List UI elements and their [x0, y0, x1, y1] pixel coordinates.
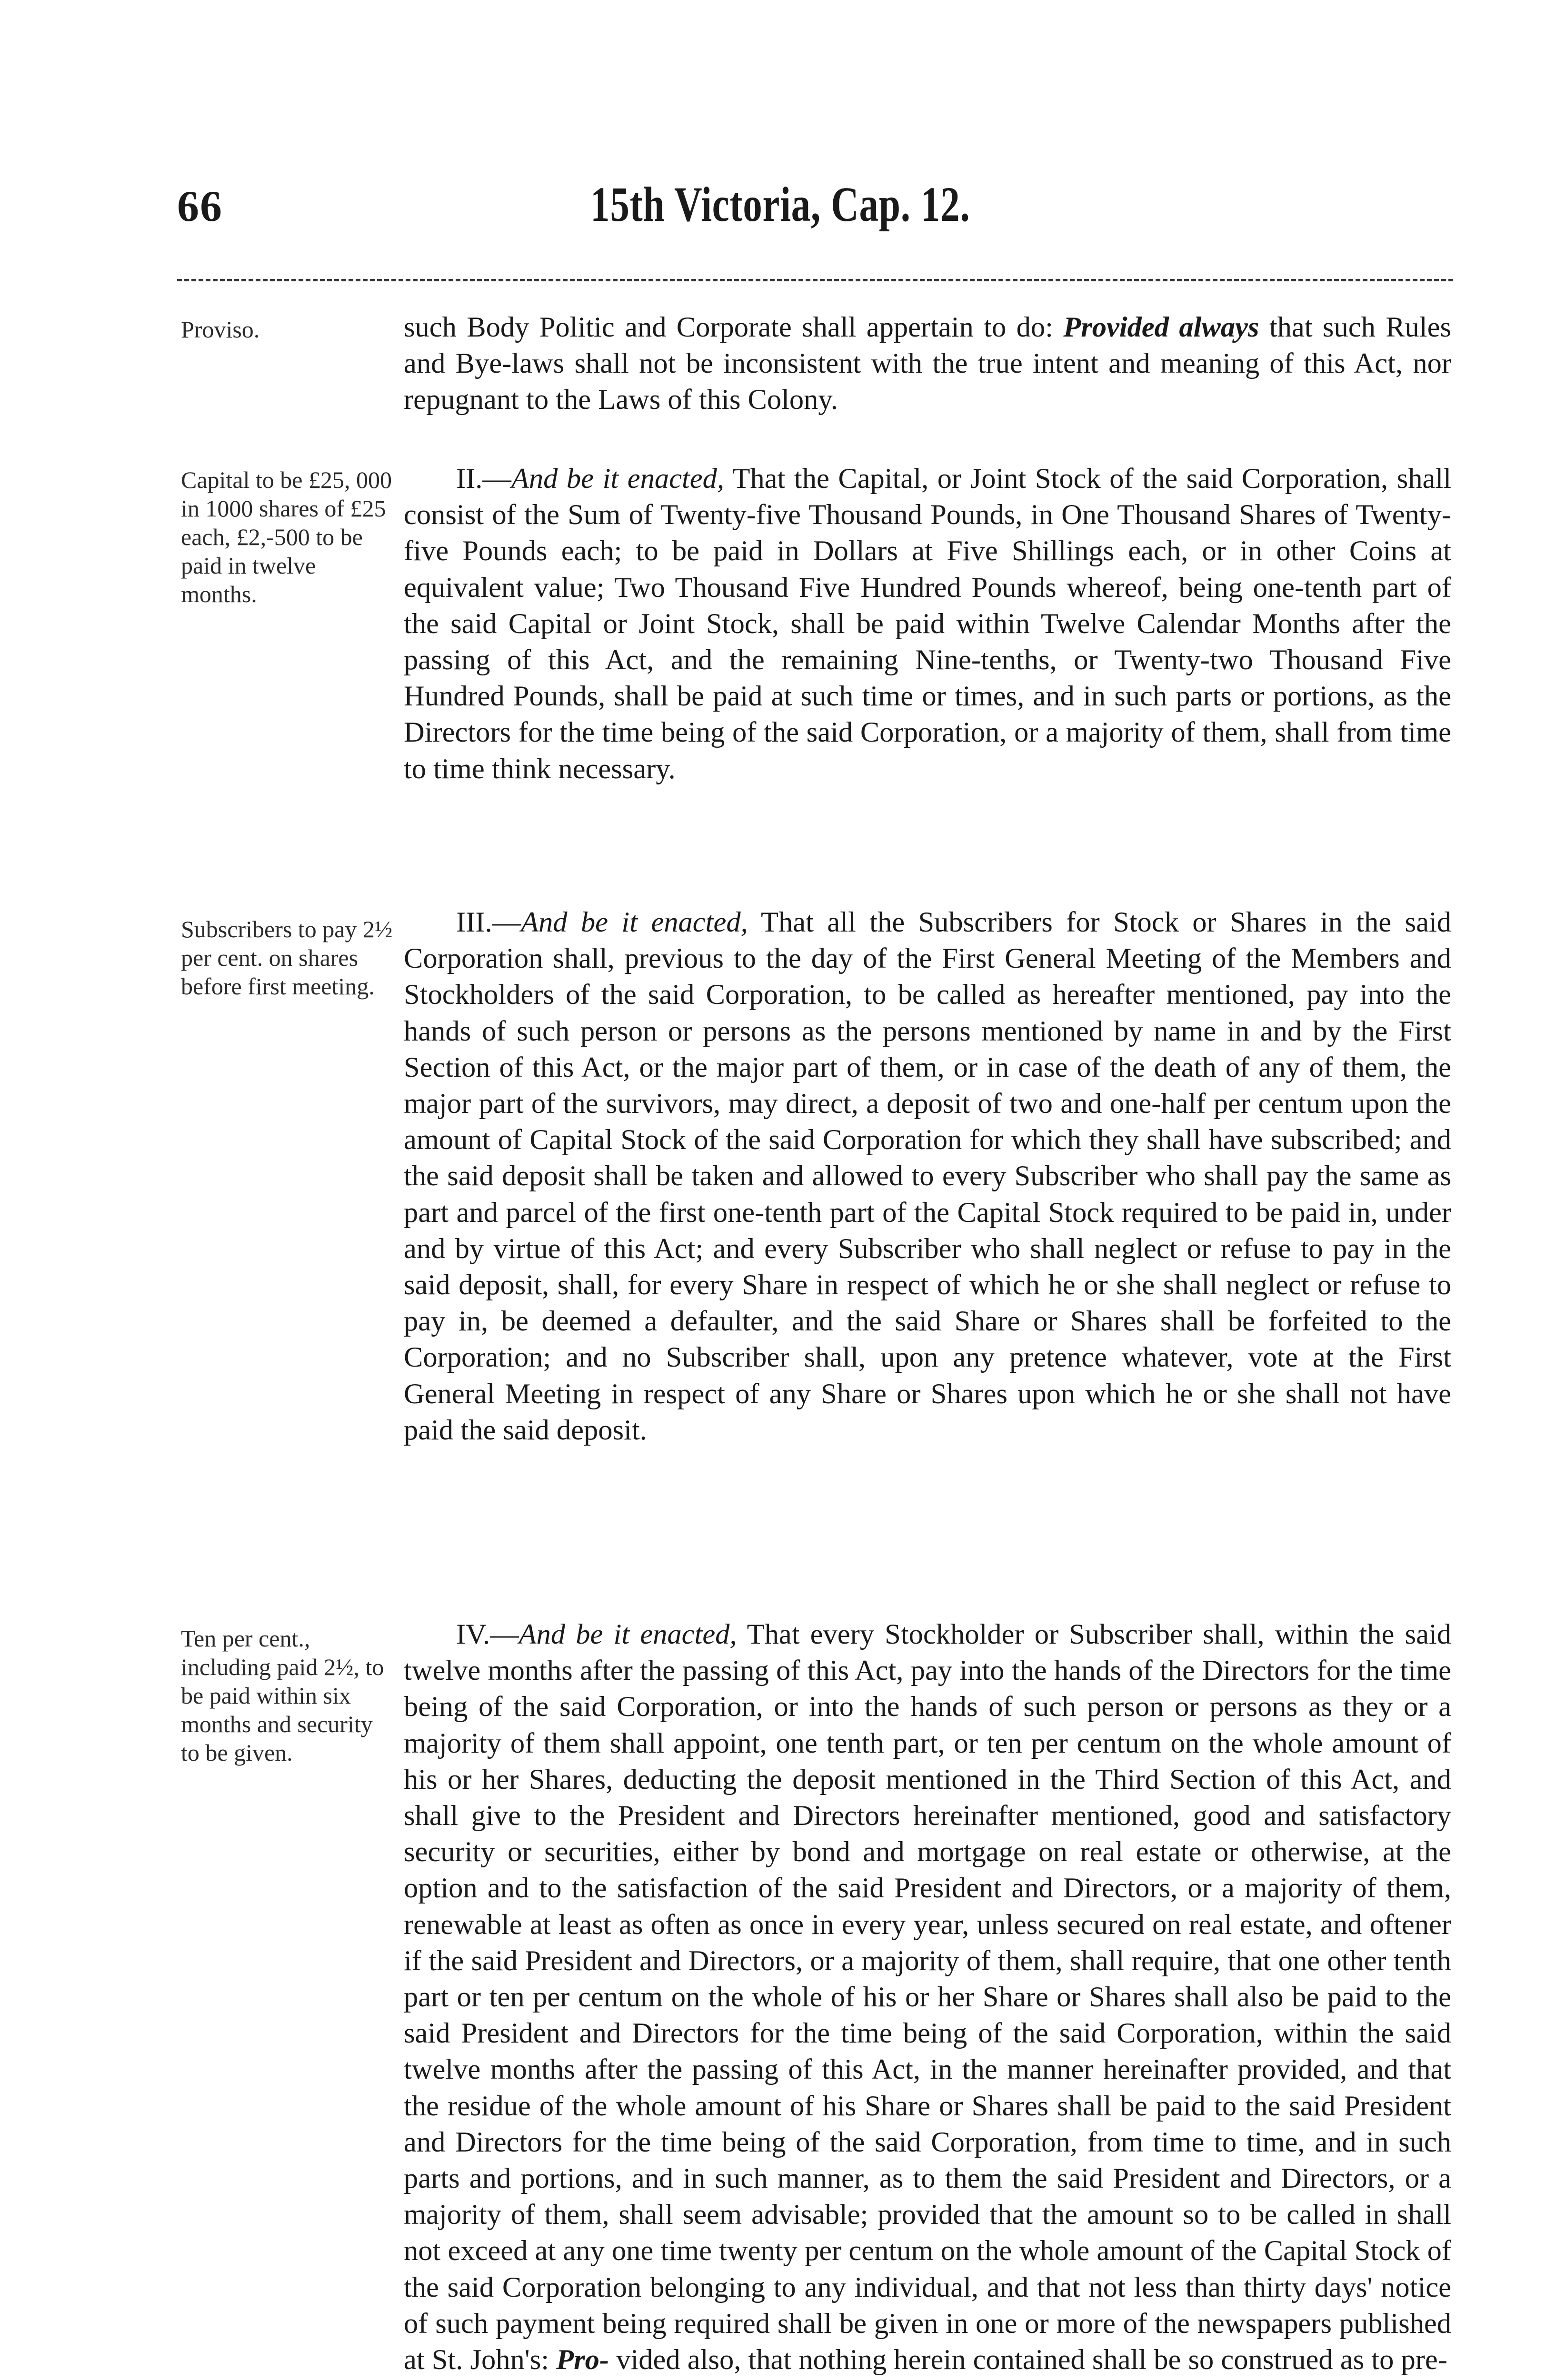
section-4-emphasis: Pro-	[556, 2344, 609, 2376]
section-2-enacting-words: And be it enacted,	[511, 463, 724, 495]
running-title: 15th Victoria, Cap. 12.	[590, 177, 970, 232]
page-number: 66	[177, 182, 223, 230]
section-4-body-rest: vided also, that nothing herein contained shall be so construed as to pre-	[616, 2344, 1447, 2376]
margin-note-section-2: Capital to be £25, 000 in 1000 shares of £25 each, £2,-500 to be paid in twelve months.	[181, 466, 392, 607]
proviso-text	[404, 309, 1451, 418]
page-header	[0, 171, 1556, 248]
section-4-text	[404, 1616, 1451, 2378]
proviso-text-rest: that such Rules and Bye-laws shall not be inconsistent with the true intent and meaning of this Act, nor repugnant to the Laws of this Colony.	[404, 311, 1452, 416]
proviso-emphasis: Provided always	[1063, 311, 1259, 343]
section-2-text	[404, 461, 1451, 787]
section-3-number: III.—	[456, 906, 521, 938]
section-4-enacting-words: And be it enacted,	[519, 1618, 737, 1650]
proviso-text-lead: such Body Politic and Corporate shall appertain to do:	[404, 311, 1053, 343]
section-3-body: That all the Subscribers for Stock or Shares in the said Corporation shall, previous to the day of the First General Meeting of the Members and Stockholders of the said Corporation, to be called as hereafter mentioned, pay into the hands of such person or persons as the persons mentioned by name in and by the First Section of this Act, or the major part of them, or in case of the death of any of them, the major part of the survivors, may direct, a deposit of two and one-half per centum upon the amount of Capital Stock of the said Corporation for which they shall have subscribed; and the said deposit shall be taken and allowed to every Subscriber who shall pay the same as part and parcel of the first one-tenth part of the Capital Stock required to be paid in, under and by virtue of this Act; and every Subscriber who shall neglect or refuse to pay in the said deposit, shall, for every Share in respect of which he or she shall neglect or refuse to pay in, be deemed a defaulter, and the said Share or Shares shall be forfeited to the Corporation; and no Subscriber shall, upon any pretence whatever, vote at the First General Meeting in respect of any Share or Shares upon which he or she shall not have paid the said deposit.	[404, 906, 1452, 1446]
section-4-number: IV.—	[456, 1618, 519, 1650]
section-3-enacting-words: And be it enacted,	[521, 906, 748, 938]
margin-note-proviso: Proviso.	[181, 316, 260, 343]
margin-note-section-3: Subscribers to pay 2½ per cent. on shares before first meeting.	[181, 916, 393, 1000]
section-4-body: That every Stockholder or Subscriber shall, within the said twelve months after the passing of this Act, pay into the hands of the Directors for the time being of the said Corporation, or into the hands of such person or persons as they or a majority of them shall appoint, one tenth part, or ten per centum on the whole amount of his or her Shares, deducting the deposit mentioned in the Third Section of this Act, and shall give to the President and Directors hereinafter mentioned, good and satisfactory security or securities, either by bond and mortgage on real estate or otherwise, at the option and to the satisfaction of the said President and Directors, or a majority of them, renewable at least as often as once in every year, unless secured on real estate, and oftener if the said President and Directors, or a majority of them, shall require, that one other tenth part or ten per centum on the whole of his or her Share or Shares shall also be paid to the said President and Directors for the time being of the said Corporation, within the said twelve months after the passing of this Act, in the manner hereinafter provided, and that the residue of the whole amount of his Share or Shares shall be paid to the said President and Directors for the time being of the said Corporation, from time to time, and in such parts and portions, and in such manner, as to them the said President and Directors, or a majority of them, shall seem advisable; provided that the amount so to be called in shall not exceed at any one time twenty per centum on the whole amount of the Capital Stock of the said Corporation belonging to any individual, and that not less than thirty days' notice of such payment being required shall be given in one or more of the newspapers published at St. John's:	[404, 1618, 1451, 2376]
section-2-number: II.—	[456, 463, 511, 495]
margin-note-section-4: Ten per cent., including paid 2½, to be paid within six months and security to be given.	[181, 1625, 384, 1766]
section-3-text	[404, 904, 1451, 1448]
header-rule	[177, 279, 1453, 281]
section-2-body: That the Capital, or Joint Stock of the said Corporation, shall consist of the Sum of Twenty-five Thousand Pounds, in One Thousand Shares of Twenty-five Pounds each; to be paid in Dollars at Five Shillings each, or in other Coins at equivalent value; Two Thousand Five Hundred Pounds whereof, being one-tenth part of the said Capital or Joint Stock, shall be paid within Twelve Calendar Months after the passing of this Act, and the remaining Nine-tenths, or Twenty-two Thousand Five Hundred Pounds, shall be paid at such time or times, and in such parts or portions, as the Directors for the time being of the said Corporation, or a majority of them, shall from time to time think necessary.	[404, 463, 1451, 785]
